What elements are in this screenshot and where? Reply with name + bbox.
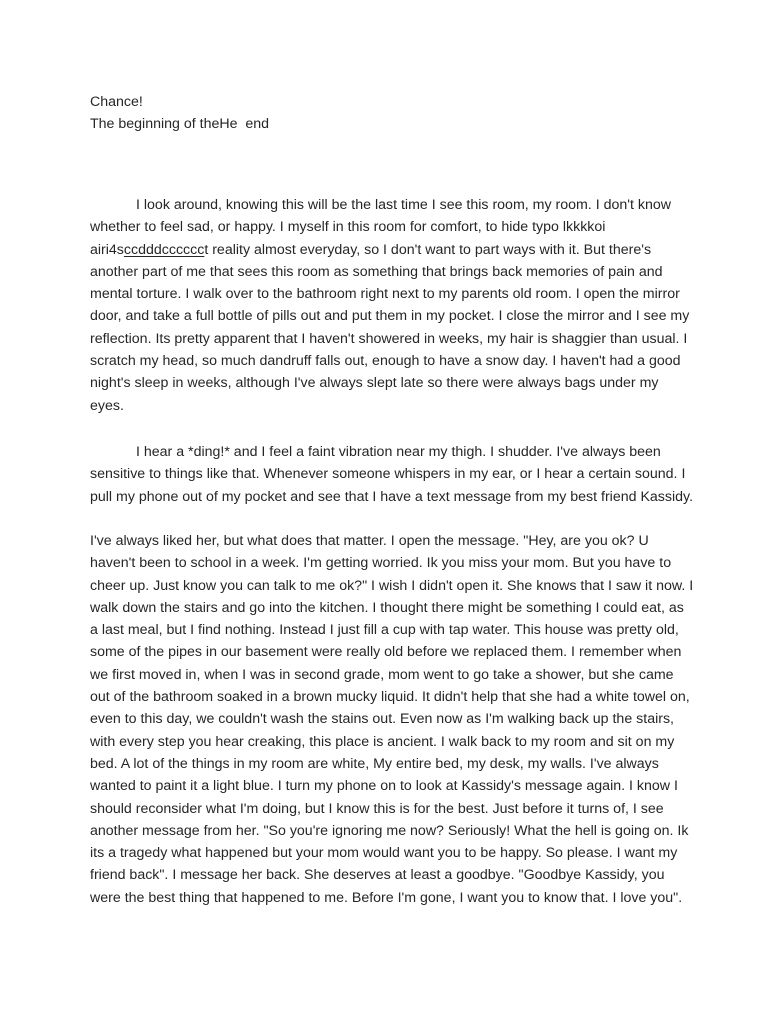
paragraph-line: I look around, knowing this will be the last time I see this room, my room. I don't know	[136, 197, 671, 213]
paragraph-line: its a tragedy what happened but your mom would want you to be happy. So please. I want my	[90, 845, 678, 862]
paragraph-line: I've always liked her, but what does that matter. I open the message. "Hey, are you ok? U	[90, 533, 649, 549]
paragraph-line: night's sleep in weeks, although I've always slept late so there were always bags under my	[90, 375, 659, 392]
document-title: Chance!	[90, 94, 143, 110]
paragraph-line: walk down the stairs and go into the kitchen. I thought there might be something I could eat, as	[90, 599, 684, 616]
typo-prefix: airi4s	[90, 241, 124, 258]
paragraph-3	[90, 530, 694, 909]
paragraph-line: sensitive to things like that. Whenever someone whispers in my ear, or I hear a certain sound. I	[90, 466, 686, 483]
paragraph-line: some of the pipes in our basement were really old before we replaced them. I remember when	[90, 644, 682, 661]
paragraph-line: wanted to paint it a light blue. I turn my phone on to look at Kassidy's message again. I know I	[90, 778, 678, 795]
paragraph-1	[90, 194, 690, 417]
paragraph-line: out of the bathroom soaked in a brown mucky liquid. It didn't help that she had a white towel on,	[90, 689, 690, 706]
paragraph-line: another message from her. "So you're ignoring me now? Seriously! What the hell is going on. Ik	[90, 822, 689, 839]
paragraph-line: eyes.	[90, 397, 124, 414]
paragraph-2	[90, 441, 694, 508]
paragraph-line: even to this day, we couldn't wash the stains out. Even now as I'm walking back up the stairs,	[90, 711, 674, 728]
paragraph-line: whether to feel sad, or happy. I myself in this room for comfort, to hide typo lkkkkoi	[90, 219, 606, 236]
document-subtitle: The beginning of theHe end	[90, 116, 270, 133]
paragraph-line: mental torture. I walk over to the bathroom right next to my parents old room. I open the mirror	[90, 286, 680, 303]
paragraph-line: a last meal, but I find nothing. Instead I just fill a cup with tap water. This house was pretty old,	[90, 622, 679, 639]
paragraph-line: I hear a *ding!* and I feel a faint vibration near my thigh. I shudder. I've always been	[136, 444, 661, 460]
paragraph-line: another part of me that sees this room as something that brings back memories of pain and	[90, 263, 663, 280]
paragraph-line: with every step you hear creaking, this place is ancient. I walk back to my room and sit on my	[90, 733, 675, 750]
paragraph-line: we first moved in, when I was in second grade, mom went to go take a shower, but she came	[90, 666, 674, 683]
document-header	[90, 91, 690, 136]
paragraph-line: bed. A lot of the things in my room are white, My entire bed, my desk, my walls. I've always	[90, 755, 659, 772]
paragraph-line: were the best thing that happened to me. Before I'm gone, I want you to know that. I love you".	[90, 889, 683, 906]
paragraph-line: pull my phone out of my pocket and see that I have a text message from my best friend Kassidy.	[90, 488, 694, 505]
paragraph-line: cheer up. Just know you can talk to me ok?" I wish I didn't open it. She knows that I saw it now. I	[90, 577, 694, 594]
paragraph-line: haven't been to school in a week. I'm getting worried. Ik you miss your mom. But you have to	[90, 555, 672, 572]
paragraph-line-typo	[90, 239, 690, 261]
paragraph-line: scratch my head, so much dandruff falls out, enough to have a snow day. I haven't had a good	[90, 353, 681, 370]
typo-suffix: t reality almost everyday, so I don't want to part ways with it. But there's	[204, 241, 652, 258]
paragraph-line: reflection. Its pretty apparent that I haven't showered in weeks, my hair is shaggier than usual. I	[90, 330, 688, 347]
paragraph-line: friend back". I message her back. She deserves at least a goodbye. "Goodbye Kassidy, you	[90, 867, 665, 884]
paragraph-line: door, and take a full bottle of pills out and put them in my pocket. I close the mirror and I see my	[90, 308, 690, 325]
typo-underlined-text: ccdddcccccc	[123, 241, 205, 258]
paragraph-line: should reconsider what I'm doing, but I know this is for the best. Just before it turns of, I see	[90, 800, 664, 817]
